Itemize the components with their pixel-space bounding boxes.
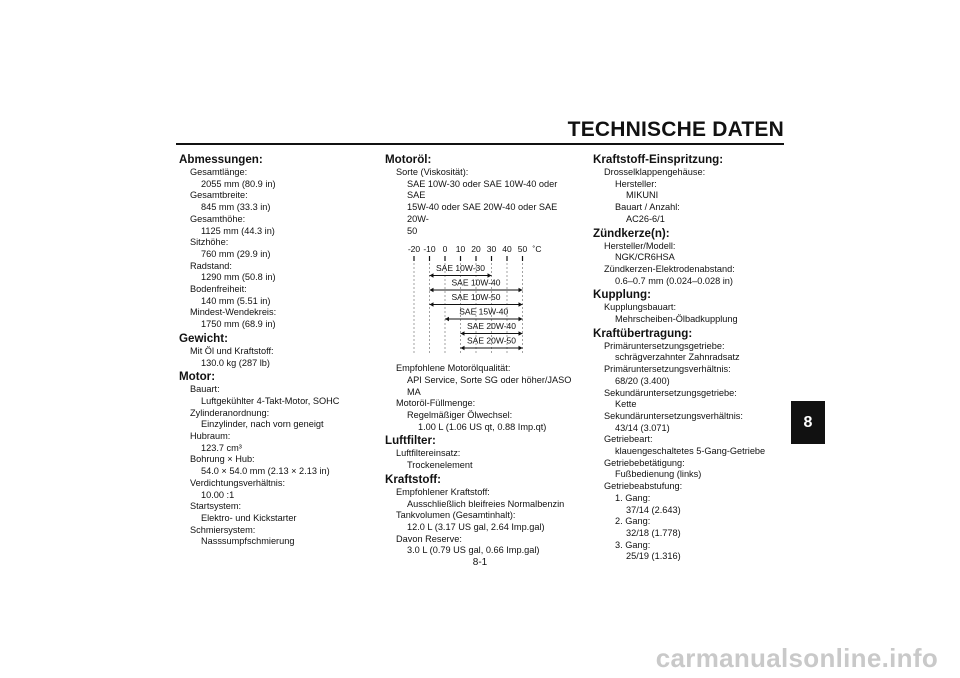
chart-tick-label: -10	[423, 244, 436, 255]
arrow-left-icon	[445, 317, 449, 321]
spec-label: Motoröl-Füllmenge:	[396, 398, 476, 409]
spec-value: MA	[407, 386, 421, 397]
spec-value: 1290 mm (50.8 in)	[201, 272, 276, 283]
spec-value: 845 mm (33.3 in)	[201, 202, 271, 213]
spec-value: 3.0 L (0.79 US gal, 0.66 Imp.gal)	[407, 545, 540, 556]
spec-value: 130.0 kg (287 lb)	[201, 357, 270, 368]
chart-tick-label: 50	[517, 244, 528, 255]
chart-tick-label: -20	[407, 244, 421, 255]
spec-value: Einzylinder, nach vorn geneigt	[201, 419, 324, 430]
spec-value: Hersteller:	[615, 178, 657, 189]
spec-label: Gesamtlänge:	[190, 167, 248, 177]
spec-label: Getriebeart:	[604, 434, 653, 445]
section-heading: Zündkerze(n):	[593, 226, 670, 240]
spec-label: Startsystem:	[190, 501, 242, 512]
spec-value: Mehrscheiben-Ölbadkupplung	[615, 314, 738, 325]
spec-value: 2. Gang:	[615, 516, 651, 527]
spec-label: Kupplungsbauart:	[604, 302, 677, 313]
spec-value: Trockenelement	[407, 460, 473, 471]
spec-label: Drosselklappengehäuse:	[604, 167, 706, 177]
spec-value: 0.6–0.7 mm (0.024–0.028 in)	[615, 275, 733, 286]
specs-column-3	[593, 152, 789, 563]
spec-label: Mit Öl und Kraftstoff:	[190, 345, 274, 356]
arrow-left-icon	[430, 274, 434, 278]
spec-label: Bauart:	[190, 384, 220, 395]
spec-label: Sitzhöhe:	[190, 237, 229, 248]
section-heading: Gewicht:	[179, 331, 228, 345]
spec-label: Bodenfreiheit:	[190, 284, 247, 295]
spec-label: Gesamthöhe:	[190, 213, 246, 224]
viscosity-bar-label: SAE 15W-40	[459, 306, 509, 317]
spec-value: 2055 mm (80.9 in)	[201, 178, 276, 189]
spec-label: Verdichtungsverhältnis:	[190, 477, 285, 488]
spec-label: Radstand:	[190, 260, 232, 271]
spec-value: Nasssumpfschmierung	[201, 536, 295, 547]
chart-tick-label: 0	[442, 244, 448, 255]
watermark: carmanualsonline.info	[655, 643, 938, 673]
arrow-right-icon	[519, 332, 523, 336]
viscosity-bar-label: SAE 10W-30	[436, 263, 485, 274]
spec-label: Hersteller/Modell:	[604, 240, 676, 251]
spec-label: Empfohlene Motorölqualität:	[396, 363, 511, 374]
spec-value: 123.7 cm³	[201, 442, 242, 453]
viscosity-bar-label: SAE 10W-50	[451, 292, 501, 303]
viscosity-bar-label: SAE 20W-40	[467, 321, 516, 332]
oil-viscosity-chart	[402, 243, 552, 355]
specs-column-2-bottom	[385, 363, 577, 557]
chapter-tab[interactable]: 8	[791, 401, 825, 444]
spec-value: 140 mm (5.51 in)	[201, 295, 271, 306]
spec-value: Regelmäßiger Ölwechsel:	[407, 410, 513, 421]
spec-value: 37/14 (2.643)	[626, 504, 681, 515]
arrow-left-icon	[430, 303, 434, 307]
viscosity-bar-label: SAE 20W-50	[467, 335, 516, 346]
spec-label: Schmiersystem:	[190, 524, 256, 535]
spec-value: Ausschließlich bleifreies Normalbenzin	[407, 498, 565, 509]
spec-value: Bauart / Anzahl:	[615, 202, 680, 213]
section-heading: Kraftstoff-Einspritzung:	[593, 153, 724, 166]
spec-label: Gesamtbreite:	[190, 190, 248, 201]
section-heading: Kraftübertragung:	[593, 326, 693, 340]
arrow-right-icon	[519, 317, 523, 321]
spec-label: Primäruntersetzungsgetriebe:	[604, 340, 725, 351]
spec-value: 760 mm (29.9 in)	[201, 248, 271, 259]
spec-label: Zylinderanordnung:	[190, 407, 270, 418]
spec-label: Primäruntersetzungsverhältnis:	[604, 364, 731, 375]
page-title: TECHNISCHE DATEN	[567, 118, 784, 141]
spec-value: 3. Gang:	[615, 539, 651, 550]
spec-value: 1. Gang:	[615, 492, 651, 503]
spec-value: 1.00 L (1.06 US qt, 0.88 Imp.qt)	[418, 421, 547, 432]
title-rule	[176, 143, 784, 145]
spec-label: Mindest-Wendekreis:	[190, 307, 277, 318]
spec-value: 50	[407, 225, 418, 236]
spec-value: 12.0 L (3.17 US gal, 2.64 Imp.gal)	[407, 521, 545, 532]
spec-value: 68/20 (3.400)	[615, 375, 670, 386]
spec-value: 43/14 (3.071)	[615, 422, 670, 433]
spec-value: 1125 mm (44.3 in)	[201, 225, 275, 236]
section-heading: Motor:	[179, 370, 216, 384]
spec-label: Bohrung × Hub:	[190, 454, 255, 465]
chart-unit-label: ˚C	[532, 244, 542, 255]
spec-value: SAE 10W-30 oder SAE 10W-40 oder SAE	[407, 178, 558, 201]
spec-value: 15W-40 oder SAE 20W-40 oder SAE 20W-	[407, 202, 558, 224]
spec-label: Getriebeabstufung:	[604, 481, 683, 492]
specs-column-1	[179, 152, 371, 548]
arrow-right-icon	[519, 303, 523, 307]
chart-tick-label: 30	[486, 244, 497, 255]
spec-label: Empfohlener Kraftstoff:	[396, 486, 490, 497]
viscosity-bar-label: SAE 10W-40	[451, 277, 501, 288]
spec-value: 25/19 (1.316)	[626, 551, 681, 562]
spec-value: klauengeschaltetes 5-Gang-Getriebe	[615, 446, 766, 457]
spec-value: 54.0 × 54.0 mm (2.13 × 2.13 in)	[201, 466, 330, 477]
spec-value: 32/18 (1.778)	[626, 527, 681, 538]
spec-value: Kette	[615, 399, 637, 410]
chart-tick-label: 40	[502, 244, 512, 255]
arrow-right-icon	[519, 288, 523, 292]
spec-value: AC26-6/1	[626, 213, 665, 224]
section-heading: Abmessungen:	[179, 153, 263, 166]
arrow-right-icon	[519, 346, 523, 350]
spec-label: Tankvolumen (Gesamtinhalt):	[396, 510, 516, 521]
chart-tick-label: 20	[471, 244, 481, 255]
spec-value: 10.00 :1	[201, 489, 235, 500]
spec-label: Zündkerzen-Elektrodenabstand:	[604, 263, 735, 274]
spec-value: Luftgekühlter 4-Takt-Motor, SOHC	[201, 395, 340, 406]
spec-value: Elektro- und Kickstarter	[201, 512, 297, 523]
section-heading: Kraftstoff:	[385, 472, 442, 486]
spec-label: Hubraum:	[190, 431, 231, 442]
page-number: 8-1	[472, 557, 488, 568]
section-heading: Kupplung:	[593, 288, 651, 302]
arrow-left-icon	[461, 346, 465, 350]
section-heading: Motoröl:	[385, 153, 432, 166]
section-heading: Luftfilter:	[385, 434, 436, 448]
chart-tick-label: 10	[455, 244, 466, 255]
spec-label: Davon Reserve:	[396, 533, 462, 544]
spec-label: Luftfiltereinsatz:	[396, 448, 461, 459]
spec-label: Sorte (Viskosität):	[396, 167, 469, 177]
spec-value: MIKUNI	[626, 190, 659, 201]
specs-column-2-top	[385, 153, 577, 237]
spec-label: Getriebebetätigung:	[604, 457, 685, 468]
spec-value: Fußbedienung (links)	[615, 469, 702, 480]
spec-value: API Service, Sorte SG oder höher/JASO	[407, 374, 572, 385]
arrow-left-icon	[430, 288, 434, 292]
specs-column-2	[385, 152, 577, 557]
spec-value: 1750 mm (68.9 in)	[201, 319, 276, 330]
spec-value: schrägverzahnter Zahnradsatz	[615, 352, 740, 363]
arrow-left-icon	[461, 332, 465, 336]
spec-label: Sekundäruntersetzungsgetriebe:	[604, 387, 737, 398]
spec-value: NGK/CR6HSA	[615, 252, 675, 263]
spec-label: Sekundäruntersetzungsverhältnis:	[604, 410, 743, 421]
